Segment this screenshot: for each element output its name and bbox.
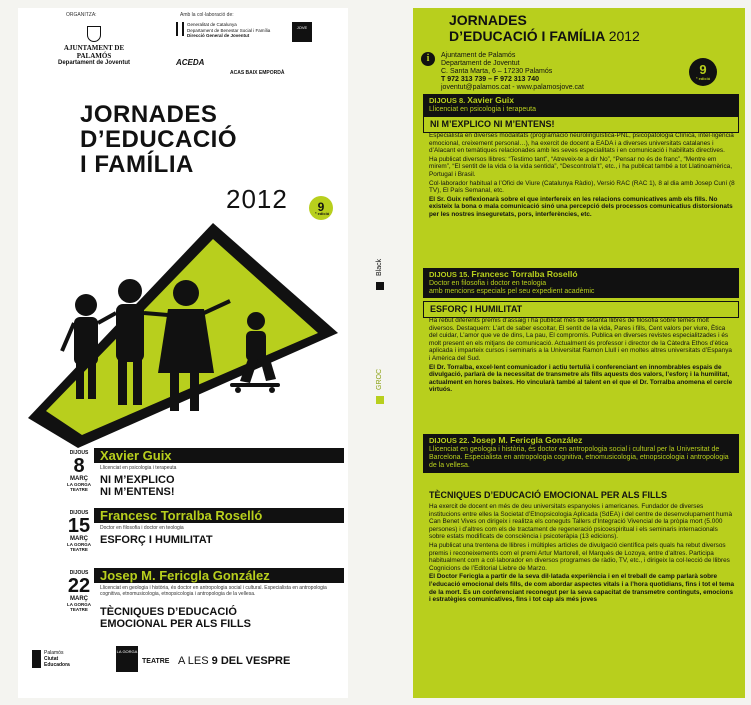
back-edition-badge xyxy=(689,58,717,86)
session-1-summary: El Sr. Guix reflexionarà sobre el que interfereix en les relacions comunicatives amb els fills. No existeix la bona o mala comunicació sinó una percepció dels processos comunicatius distorsionats per les nostres inseguretats, pors, interferències, etc. xyxy=(429,195,733,218)
session-2-role-2: amb mencions especials pel seu expedient acadèmic xyxy=(429,288,595,295)
aceda-logo: ACEDA xyxy=(176,58,205,67)
speaker-name: Josep M. Fericgla González xyxy=(94,568,344,583)
acas-logo: ACAS BAIX EMPORDÀ xyxy=(230,70,285,76)
talk-title-line-1: ESFORÇ I HUMILITAT xyxy=(100,534,213,546)
edition-number: 9 xyxy=(317,200,325,214)
session-2-date: DIJOUS 15. xyxy=(429,270,470,279)
collaboration-label: Amb la col·laboració de: xyxy=(180,12,234,18)
session-2-summary: El Dr. Torralba, excel·lent comunicador i actiu tertulià i conferenciant en innombrables espais de divulgació, parlarà de la necessitat de transmetre als fills aquests dos valors, l’esforç i la humilitat, actualment en hores baixes. Ho vincularà també al talent en el que el Dr. Torralba anomena el cercle virtuós. xyxy=(429,363,733,394)
title-line-2: D’EDUCACIÓ xyxy=(80,126,238,153)
event-month: MARÇ xyxy=(70,536,88,542)
edition-suffix: ª edició xyxy=(315,211,330,216)
contact-line: Departament de Joventut xyxy=(441,60,520,67)
session-1-talk-title: NI M’EXPLICO NI M’ENTENS! xyxy=(430,119,555,129)
event-day-number: 15 xyxy=(67,515,91,537)
palamos-name: AJUNTAMENT DE PALAMÓS xyxy=(63,44,125,60)
event-day-number: 8 xyxy=(73,455,85,477)
teatre-label: TEATRE xyxy=(142,658,170,665)
session-1-talk xyxy=(423,116,739,133)
event-day: DIJOUS xyxy=(69,510,89,516)
title-line-3: I FAMÍLIA xyxy=(80,151,194,178)
ciutat-line-2: Ciutat xyxy=(44,656,59,662)
poster-footer xyxy=(32,644,342,674)
generalitat-logo xyxy=(176,22,284,39)
session-2-header xyxy=(423,268,739,298)
speaker-bio: Llicenciat en geologia i història, és doctor en antropologia social i cultural. Especialista en antropologia cognitiva, etnomusicologia, etnopsicologia i antropologia de la vellesa. xyxy=(100,585,327,597)
organitza-label: ORGANITZA: xyxy=(66,12,97,18)
title-line-1: JORNADES xyxy=(80,101,218,128)
black-color-label: Black xyxy=(376,258,383,276)
speaker-bio: Llicenciat en psicologia i terapeuta xyxy=(100,465,177,471)
session-3-para: Ha exercit de docent en més de deu universitats espanyoles i americanes. Fundador de diverses institucions entre elles la Societat d’Etnopsicologia Aplicada (SdEA) i del centre de desenvolupament humà Can Benet Vives on dirigeix i realitza els coneguts Tallers d’Integració Vivencial de la pròpia mort (5.000 persones) i d’altres com els de tractament de regeneració psicoespiritual i els seminaris internacionals sobre estats modificats de consciència i psicoteràpia (13 edicions). xyxy=(429,503,733,541)
family-sign-illustration xyxy=(18,213,348,453)
speaker-name: Xavier Guix xyxy=(94,448,344,463)
session-2-body xyxy=(429,317,735,395)
poster-front xyxy=(18,8,348,698)
events-list xyxy=(64,448,344,640)
talk-title-line-1: NI M’EXPLICO xyxy=(100,474,175,486)
time-value: 9 DEL VESPRE xyxy=(211,655,291,667)
back-title-line-1: JORNADES xyxy=(449,12,527,28)
poster-title xyxy=(80,102,237,177)
event-date xyxy=(64,510,94,552)
event-month: MARÇ xyxy=(70,596,88,602)
contact-line: T 972 313 739 – F 972 313 740 xyxy=(441,76,540,83)
groc-swatch xyxy=(376,396,384,404)
jove-logo: JOVE xyxy=(292,22,312,42)
session-1-role: Llicenciat en psicologia i terapeuta xyxy=(429,106,537,113)
event-venue: LA GORGA TEATRE xyxy=(66,602,92,612)
poster-year: 2012 xyxy=(226,184,288,214)
session-1-speaker: Xavier Guix xyxy=(467,95,514,105)
talk-title-line-1: TÈCNIQUES D’EDUCACIÓ xyxy=(100,606,237,618)
session-3-talk-title: TÈCNIQUES D’EDUCACIÓ EMOCIONAL PER ALS FILLS xyxy=(429,490,668,500)
session-1-header xyxy=(423,94,739,116)
back-title-text: D’EDUCACIÓ I FAMÍLIA xyxy=(449,28,605,44)
speaker-name: Francesc Torralba Roselló xyxy=(94,508,344,523)
session-3-speaker: Josep M. Fericgla González xyxy=(471,435,583,445)
session-1-date: DIJOUS 8. xyxy=(429,96,466,105)
palamos-dept: Departament de Joventut xyxy=(57,60,130,66)
event-venue: LA GORGA TEATRE xyxy=(66,482,92,492)
event-venue: LA GORGA TEATRE xyxy=(66,542,92,552)
session-1-para: Col·laborador habitual a l’Ofici de Viure (Catalunya Ràdio), Versió RAC (RAC 1), 8 al dia amb Josep Cuní (8 TV), El País Semanal, etc. xyxy=(429,179,735,195)
black-swatch xyxy=(376,282,384,290)
contact-line: joventut@palamos.cat - www.palamosjove.cat xyxy=(441,84,584,91)
session-2-para: Ha rebut diferents premis d’assaig i ha publicat més de setanta llibres de filosofia sobre temes molt diversos. Destaquem: L’art de saber escoltar, El sentit de la vida, Pares i fills, Cent valors per viure, Ètica del cuidar, L’amor que ve de dins, La pau, El compromís. Publica en diverses revistes especialitzades i és molt present en els mitjans de comunicació. Actualment és professor i director de la Càtedra Ethos d’ètica aplicada i imparteix cursos i seminaris a la Universitat Ramon Llull i en moltes altres universitats d’Espanya i Amèrica del Sud. xyxy=(429,317,732,362)
speaker-bio: Doctor en filosofia i doctor en teologia xyxy=(100,525,184,531)
contact-block xyxy=(441,52,584,92)
session-1-body xyxy=(429,132,735,220)
event-date xyxy=(64,450,94,492)
back-title-line-2 xyxy=(449,28,640,44)
gen-line-1: Generalitat de Catalunya xyxy=(187,22,237,27)
la-gorga-logo: LA GORGA xyxy=(116,646,138,672)
info-icon: i xyxy=(421,52,435,66)
session-3-role: Llicenciat en geologia i història, és doctor en antropologia social i cultural per la Universitat de Barcelona. Especialista en antropologia cognitiva, etnomusicologia, etnopsicologia i antropologia de la vellesa. xyxy=(423,446,739,473)
contact-line: C. Santa Marta, 6 – 17230 Palamós xyxy=(441,68,553,75)
session-2-role-1: Doctor en filosofia i doctor en teologia xyxy=(429,280,547,287)
back-title xyxy=(449,12,640,44)
back-edition-number: 9 xyxy=(699,62,707,77)
event-day: DIJOUS xyxy=(69,570,89,576)
poster-back xyxy=(413,8,745,698)
crest-icon xyxy=(87,26,101,42)
session-2-talk-title: ESFORÇ I HUMILITAT xyxy=(430,304,523,314)
gen-line-3: Direcció General de Joventut xyxy=(187,33,250,38)
session-3-date: DIJOUS 22. xyxy=(429,436,470,445)
session-3-summary: El Doctor Fericgla a partir de la seva dil·latada experiència i en el treball de camp parlarà sobre l’educació emocional dels fills, de com abordar aspectes vitals i a l’hora quotidians, fins i tot el tema de la mort. Es un conferenciant reconegut per la seva capacitat de transmetre continguts, emocions i estratègies comunicatives, fins i tot cap als més joves xyxy=(429,573,735,604)
time-label xyxy=(178,655,290,667)
session-2-talk xyxy=(423,301,739,318)
event-day: DIJOUS xyxy=(69,450,89,456)
event-item xyxy=(64,568,344,640)
time-prefix: A LES xyxy=(178,655,212,667)
event-month: MARÇ xyxy=(70,476,88,482)
event-item xyxy=(64,448,344,508)
event-item xyxy=(64,508,344,568)
talk-title-line-2: NI M’ENTENS! xyxy=(100,486,175,498)
back-edition-suffix: ª edició xyxy=(696,76,711,81)
palamos-logo xyxy=(48,26,140,66)
generalitat-bars-icon xyxy=(176,22,184,36)
session-3-body xyxy=(429,503,735,605)
gen-line-2: Departament de Benestar Social i Família xyxy=(187,27,271,33)
session-1-para: Especialista en diverses modalitats (programació neurolingüística-PNL, psicopatologia Clínica, intel·ligència emocional, creixement personal…), ha exercit de docent a EADA i a diverses universitats catalanes i d’Alacant en temàtiques relacionades amb les seves especialitats i en comunicació i habilitats directives. xyxy=(429,132,734,155)
session-1-para: Ha publicat diversos llibres: “Testimo tant”, “Atreveix-te a dir No”, “Pensar no és de franc”, “Mentre em mirem”, “El sentit de la vida o la vida sentida”, “Descontrola’t”, etc., i ha publicat també a tot Llatinoamèrica, Portugal i Brasil. xyxy=(429,155,732,178)
back-year: 2012 xyxy=(608,28,640,44)
session-3-talk xyxy=(423,488,739,503)
talk-title-line-2: EMOCIONAL PER ALS FILLS xyxy=(100,618,251,630)
contact-line: Ajuntament de Palamós xyxy=(441,52,516,59)
ciutat-line-1: Palamós xyxy=(44,650,64,656)
ciutat-educadora-logo xyxy=(32,650,70,668)
ciutat-line-3: Educadora xyxy=(44,662,70,668)
session-2-speaker: Francesc Torralba Roselló xyxy=(471,269,578,279)
groc-color-label: GROC xyxy=(376,369,383,390)
event-day-number: 22 xyxy=(67,575,91,597)
session-3-para: Ha publicat una trentena de llibres i múltiples articles de divulgació científica pels quals ha rebut diversos premis i reconeixements com el premi Artur Martorell, el Marquès de Lozoya, entre d’altres. Participa habitualment com a col·laborador en diversos programes de ràdio, TV, etc., i dirigeix la col·lecció de llibres Cognicions de l’Editorial Liebre de Marzo. xyxy=(429,541,730,572)
event-date xyxy=(64,570,94,612)
